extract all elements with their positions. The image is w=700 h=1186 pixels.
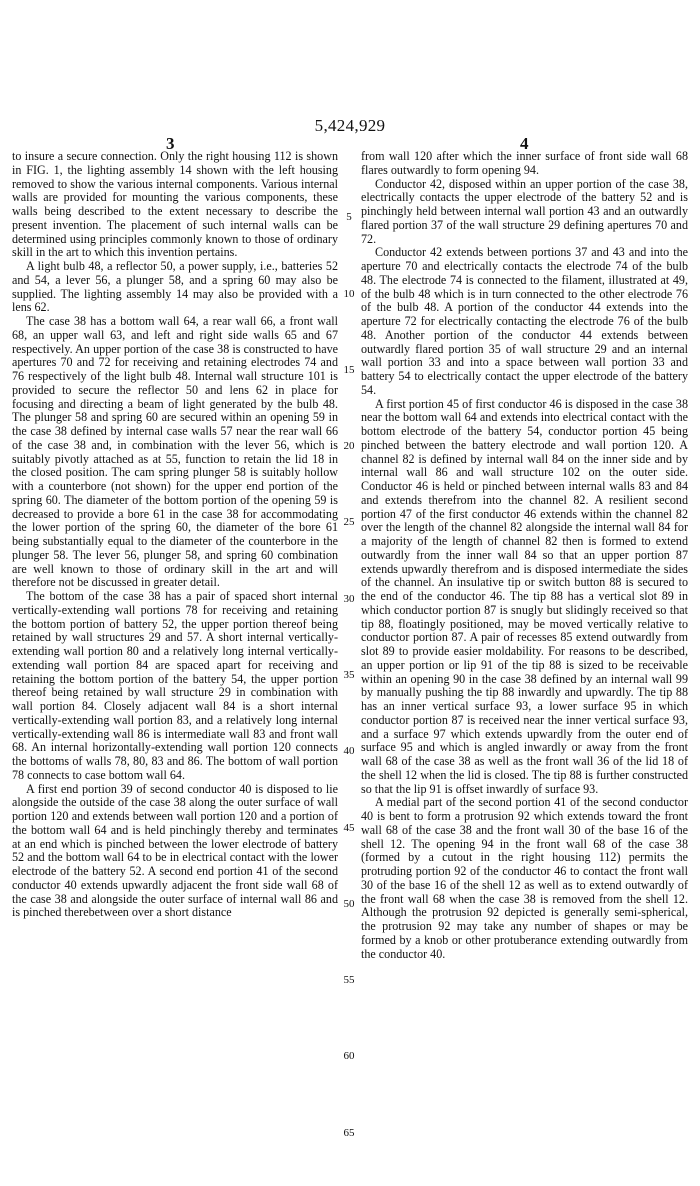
line-number: 45 (343, 822, 355, 834)
line-number: 25 (343, 516, 355, 528)
line-number: 40 (343, 745, 355, 757)
paragraph: Conductor 42 extends between portions 37 and 43 and into the aperture 70 and electrically contacts the electrode 74 of the bulb 48. The electrode 74 is connected to the filament, illustrated at 49, of the bulb 48 which is in turn connected to the other electrode 76 of the bulb 48. A portion of the conductor 44 extends into the aperture 72 for electrically contacting the electrode 76 of the bulb 48. Another portion of the conductor 44 extends between outwardly flared portion 35 of wall structure 29 and an internal wall portion 33 and into a space between wall portion 33 and battery 54 to electrically contact the upper electrode of the battery 54. (361, 245, 688, 397)
line-number: 65 (343, 1127, 355, 1139)
column-number-right: 4 (520, 134, 529, 153)
paragraph: to insure a secure connection. Only the right housing 112 is shown in FIG. 1, the lighting assembly 14 shown with the left housing removed to show the various internal components. Various internal walls are provided for mounting the various components, these walls being described to the extent necessary to describe the present invention. The placement of such internal walls can be determined using principles commonly known to those of ordinary skill in the art to which this invention pertains. (12, 149, 338, 260)
right-column (361, 150, 688, 961)
paragraph: The bottom of the case 38 has a pair of spaced short internal vertically-extending wall portions 78 for receiving and retaining the bottom portion of battery 52, the upper portion thereof being retained by wall structures 29 and 57. A short internal vertically-extending wall portion 80 and a relatively long internal vertically-extending wall portion 84 are spaced apart for receiving and retaining the bottom portion of the battery 54, the upper portion thereof being retained by wall structure 29 in combination with wall portion 84. Closely adjacent wall 84 is a short internal vertically-extending wall portion 83, and a relatively long internal vertically-extending wall 86 is intermediate wall 83 and front wall 68. An internal horizontally-extending wall portion 120 connects the bottoms of walls 78, 80, 83 and 86. The bottom of wall portion 78 connects to case bottom wall 64. (12, 589, 338, 782)
line-number: 35 (343, 669, 355, 681)
paragraph: from wall 120 after which the inner surface of front side wall 68 flares outwardly to form opening 94. (361, 149, 688, 177)
paragraph: A first portion 45 of first conductor 46 is disposed in the case 38 near the bottom wall 64 and extends into electrical contact with the bottom electrode of the battery 54, conductor portion 45 being pinched between the battery electrode and wall portion 120. A channel 82 is defined by internal wall 84 on the inner side and by internal wall 86 and wall structure 102 on the outer side. Conductor 46 is held or pinched between internal walls 83 and 84 and extends therefrom into the channel 82. A resilient second portion 47 of the first conductor 46 extends within the channel 82 over the length of the channel 82 alongside the internal wall 84 for a majority of the length of channel 82 then is formed to extend outwardly from the inner wall 84 so that an upper portion 87 extends upwardly therefrom and is disposed intermediate the sides of the channel. An insulative tip or switch button 88 is secured to the end of the conductor 46. The tip 88 has a vertical slot 89 in which conductor portion 87 is snugly but slidingly received so that tip 88, floatingly positioned, may be moved vertically relative to conductor portion 87. A pair of recesses 85 extend outwardly from slot 89 to provide easier moldability. For reasons to be described, an upper portion or lip 91 of the tip 88 is sized to be receivable within an opening 90 in the case 38 defined by an internal wall 99 by manually pushing the tip 88 inwardly and upwardly. The tip 88 has an inner vertical surface 93, a lower surface 95 in which conductor portion 87 is received near the inner vertical surface 93, and a surface 97 which extends upwardly from the outer end of surface 95 and which is angled inwardly or away from the front wall 68 of the case 38 as well as the front wall 36 of the lid 18 of the shell 12 when the lid is closed. The tip 88 is further constructed so that the lip 91 is offset inwardly of surface 93. (361, 396, 688, 796)
paragraph: A medial part of the second portion 41 of the second conductor 40 is bent to form a protrusion 92 which extends toward the front wall 68 of the case 38 and the front wall 30 of the base 16 of the shell 12. The opening 94 in the front wall 68 of the case 38 (formed by a cutout in the right housing 112) permits the protruding portion 92 of the conductor 46 to contact the front wall 30 of the base 16 of the shell 12 as well as to extend outwardly of the front wall 68 when the case 38 is removed from the shell 12. Although the protrusion 92 depicted is generally semi-spherical, the protrusion 92 may take any number of shapes or may be formed by a knob or other protuberance extending outwardly from the conductor 40. (361, 795, 688, 961)
line-number: 55 (343, 974, 355, 986)
line-number: 60 (343, 1050, 355, 1062)
paragraph: Conductor 42, disposed within an upper portion of the case 38, electrically contacts the upper electrode of the battery 52 and is pinchingly held between internal wall portion 43 and an outwardly flared portion 37 of the wall structure 29 defining apertures 70 and 72. (361, 176, 688, 246)
paragraph: A light bulb 48, a reflector 50, a power supply, i.e., batteries 52 and 54, a lever 56, a plunger 58, and a spring 60 may also be supplied. The lighting assembly 14 may also be provided with a lens 62. (12, 259, 338, 315)
column-number-left: 3 (166, 134, 175, 153)
left-column (12, 150, 338, 920)
patent-number: 5,424,929 (314, 116, 386, 135)
line-number: 20 (343, 440, 355, 452)
paragraph: The case 38 has a bottom wall 64, a rear wall 66, a front wall 68, an upper wall 63, and left and right side walls 65 and 67 respectively. An upper portion of the case 38 is constructed to have apertures 70 and 72 for receiving and retaining electrodes 74 and 76 respectively of the light bulb 48. Internal wall structure 101 is provided to secure the reflector 50 and lens 62 in place for focusing and directing a beam of light generated by the bulb 48. The plunger 58 and spring 60 are secured within an opening 59 in the case 38 defined by internal case walls 57 near the rear wall 66 of the case 38 and, in combination with the lever 56, which is suitably pivotly attached as at 55, function to retain the lid 18 in the closed position. The cam spring plunger 58 is suitably hollow with a counterbore (not shown) for the upper end portion of the spring 60. The diameter of the bottom portion of the opening 59 is decreased to provide a bore 61 in the case 38 for accommodating the lower portion of the spring 60, the diameter of the bore 61 being substantially equal to the diameter of the counterbore in the plunger 58. The lever 56, plunger 58, and spring 60 combination are well known to those of ordinary skill in the art and will therefore not be discussed in greater detail. (12, 314, 338, 590)
line-number: 15 (343, 364, 355, 376)
line-number: 5 (346, 211, 352, 223)
paragraph: A first end portion 39 of second conductor 40 is disposed to lie alongside the outside of the case 38 along the outer surface of wall portion 120 and extends between wall portion 120 and a portion of the bottom wall 64 and is held pinchingly thereby and terminates at an end which is pinched between the lower electrode of battery 52 and the bottom wall 64 to be in electrical contact with the lower electrode of the battery 52. A second end portion 41 of the second conductor 40 extends upwardly adjacent the front side wall 68 of the case 38 and alongside the outer surface of internal wall 86 and is pinched therebetween over a short distance (12, 781, 338, 920)
line-number: 50 (343, 898, 355, 910)
line-number: 30 (343, 593, 355, 605)
line-number: 10 (343, 288, 355, 300)
